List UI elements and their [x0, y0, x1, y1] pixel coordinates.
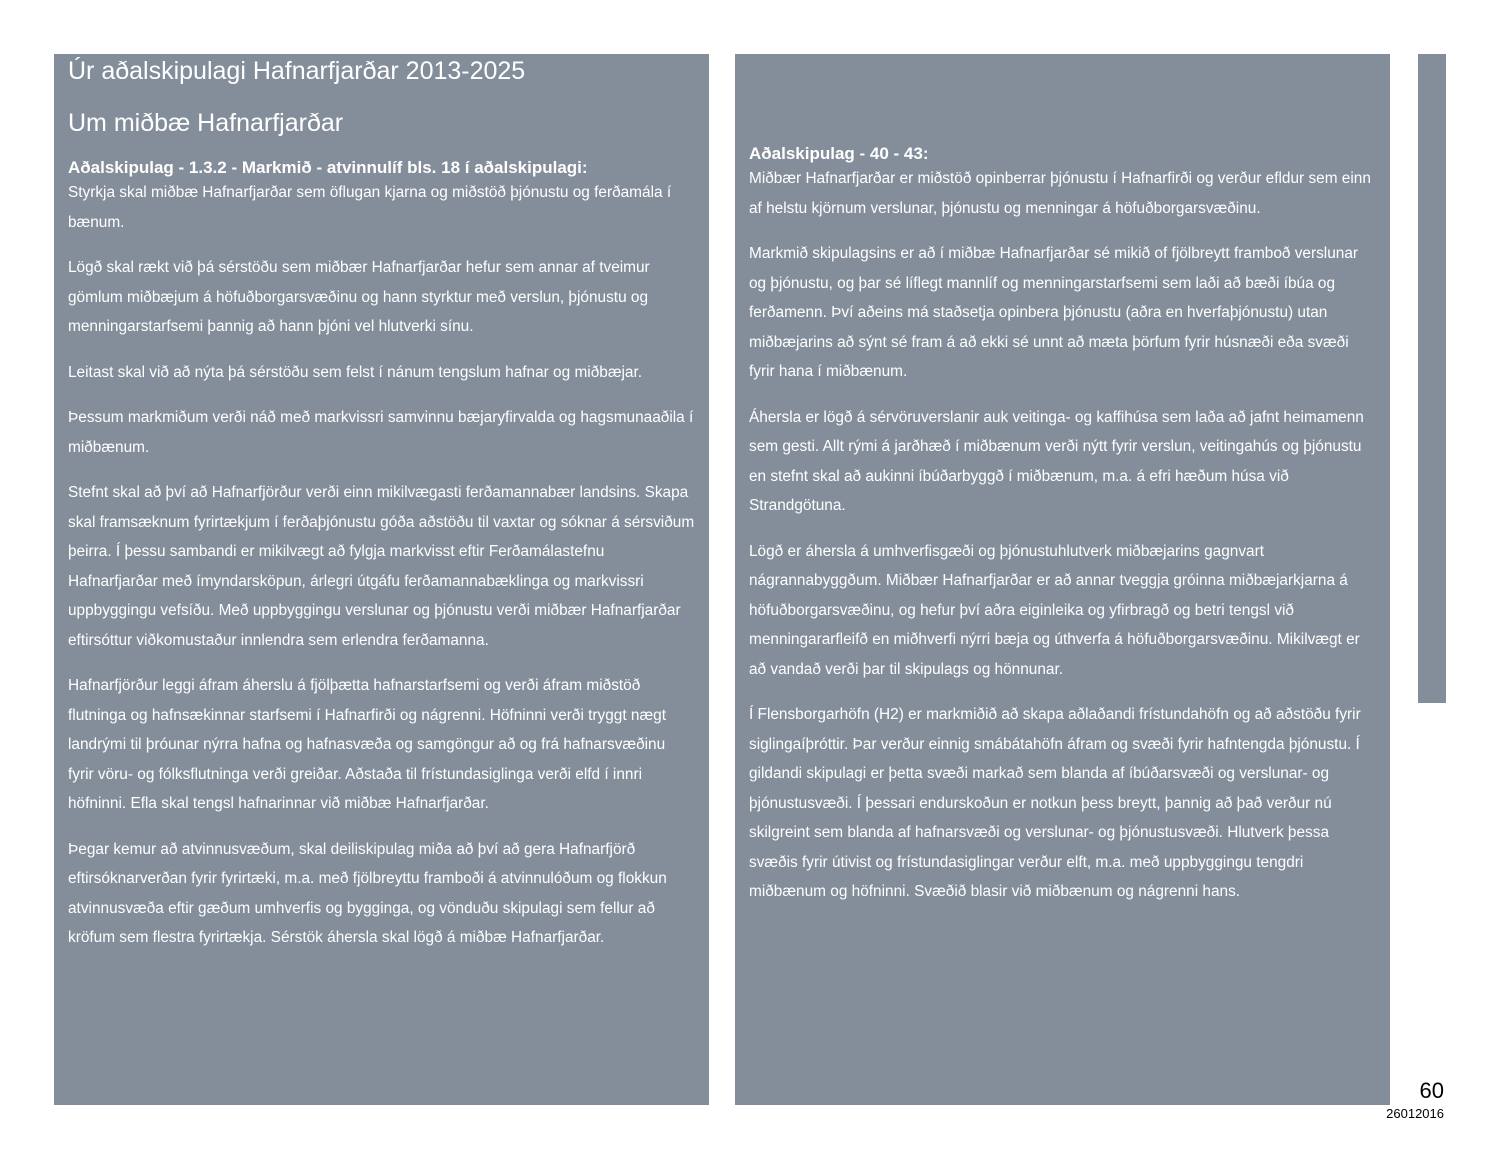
left-paragraph-5: Stefnt skal að því að Hafnarfjörður verði einn mikilvægasti ferðamannabær landsins. Skapa skal framsæknum fyrirtækjum í ferðaþjónustu góða aðstöðu til vaxtar og sóknar á sérsviðum þeirra. Í þessu sambandi er mikilvægt að fylgja markvisst eftir Ferðamálastefnu Hafnarfjarðar með ímyndarsköpun, árlegri útgáfu ferðamannabæklinga og markvissri uppbyggingu vefsíðu. Með uppbyggingu verslunar og þjónustu verði miðbær Hafnarfjarðar eftirsóttur viðkomustaður innlendra sem erlendra ferðamanna. — [68, 484, 695, 649]
right-text-panel — [735, 54, 1390, 1105]
left-paragraph-2: Lögð skal rækt við þá sérstöðu sem miðbær Hafnarfjarðar hefur sem annar af tveimur gömlum miðbæjum á höfuðborgarsvæðinu og hann styrktur með verslun, þjónustu og menningarstarfsemi þannig að hann þjóni vel hlutverki sínu. — [68, 259, 650, 335]
right-paragraph-4: Lögð er áhersla á umhverfisgæði og þjónustuhlutverk miðbæjarins gagnvart nágrannabyggðum. Miðbær Hafnarfjarðar er að annar tveggja gróinna miðbæjarkjarna á höfuðborgarsvæðinu, og hefur því aðra eiginleika og yfirbragð og betri tengsl við menningararfleifð en miðhverfi nýrri bæja og úthverfa á höfuðborgarsvæðinu. Mikilvægt er að vandað verði þar til skipulags og hönnunar. — [749, 542, 1360, 678]
right-paragraph-1: Miðbær Hafnarfjarðar er miðstöð opinberrar þjónustu í Hafnarfirði og verður efldur sem einn af helstu kjörnum verslunar, þjónustu og menningar á höfuðborgarsvæðinu. — [749, 170, 1371, 217]
document-title: Úr aðalskipulagi Hafnarfjarðar 2013-2025 — [68, 57, 526, 85]
left-text-panel — [54, 54, 709, 1105]
left-paragraph-7: Þegar kemur að atvinnusvæðum, skal deiliskipulag miða að því að gera Hafnarfjörð eftirsóknarverðan fyrir fyrirtæki, m.a. með fjölbreyttu framboði á atvinnulóðum og flokkun atvinnusvæða eftir gæðum umhverfis og bygginga, og vönduðu skipulagi sem fellur að kröfum sem flestra fyrirtækja. Sérstök áhersla skal lögð á miðbæ Hafnarfjarðar. — [68, 840, 667, 946]
document-subtitle: Um miðbæ Hafnarfjarðar — [68, 109, 344, 137]
right-paragraph-3: Áhersla er lögð á sérvöruverslanir auk veitinga- og kaffihúsa sem laða að jafnt heimamenn sem gesti. Allt rými á jarðhæð í miðbænum verði nýtt fyrir verslun, veitingahús og þjónustu en stefnt skal að aukinni íbúðarbyggð í miðbænum, m.a. á efri hæðum húsa við Strandgötuna. — [749, 408, 1364, 514]
right-section-heading: Aðalskipulag - 40 - 43: — [749, 144, 929, 163]
left-paragraph-6: Hafnarfjörður leggi áfram áherslu á fjölþætta hafnarstarfsemi og verði áfram miðstöð flutninga og hafnsækinnar starfsemi í Hafnarfirði og nágrenni. Höfninni verði tryggt nægt landrými til þróunar nýrra hafna og hafnasvæða og samgöngur að og frá hafnarsvæðinu fyrir vöru- og fólksflutninga verði greiðar. Aðstaða til frístundasiglinga verði elfd í innri höfninni. Efla skal tengsl hafnarinnar við miðbæ Hafnarfjarðar. — [68, 677, 666, 812]
left-paragraph-1: Styrkja skal miðbæ Hafnarfjarðar sem öflugan kjarna og miðstöð þjónustu og ferðamála í bænum. — [68, 184, 672, 231]
left-paragraph-4: Þessum markmiðum verði náð með markvissri samvinnu bæjaryfirvalda og hagsmunaaðila í miðbænum. — [68, 409, 694, 456]
left-paragraph-3: Leitast skal við að nýta þá sérstöðu sem felst í nánum tengslum hafnar og miðbæjar. — [68, 363, 643, 381]
side-decoration-bar — [1418, 54, 1446, 703]
document-code: 26012016 — [1386, 1106, 1444, 1121]
left-section-heading: Aðalskipulag - 1.3.2 - Markmið - atvinnulíf bls. 18 í aðalskipulagi: — [68, 158, 588, 177]
right-paragraph-2: Markmið skipulagsins er að í miðbæ Hafnarfjarðar sé mikið of fjölbreytt framboð verslunar og þjónustu, og þar sé líflegt mannlíf og menningarstarfsemi sem laði að bæði íbúa og ferðamenn. Því aðeins má staðsetja opinbera þjónustu (aðra en hverfaþjónustu) utan miðbæjarins að sýnt sé fram á að ekki sé unnt að mæta þörfum fyrir húsnæði eða svæði fyrir hana í miðbænum. — [749, 245, 1359, 380]
page-number: 60 — [1419, 1078, 1444, 1103]
right-paragraph-5: Í Flensborgarhöfn (H2) er markmiðið að skapa aðlaðandi frístundahöfn og að aðstöðu fyrir siglingaíþróttir. Þar verður einnig smábátahöfn áfram og svæði fyrir hafntengda þjónustu. Í gildandi skipulagi er þetta svæði markað sem blanda af íbúðarsvæði og verslunar- og þjónustusvæði. Í þessari endurskoðun er notkun þess breytt, þannig að það verður nú skilgreint sem blanda af hafnarsvæði og verslunar- og þjónustusvæði. Hlutverk þessa svæðis fyrir útivist og frístundasiglingar verður elft, m.a. með uppbyggingu tengdri miðbænum og höfninni. Svæðið blasir við miðbænum og nágrenni hans. — [749, 706, 1361, 900]
